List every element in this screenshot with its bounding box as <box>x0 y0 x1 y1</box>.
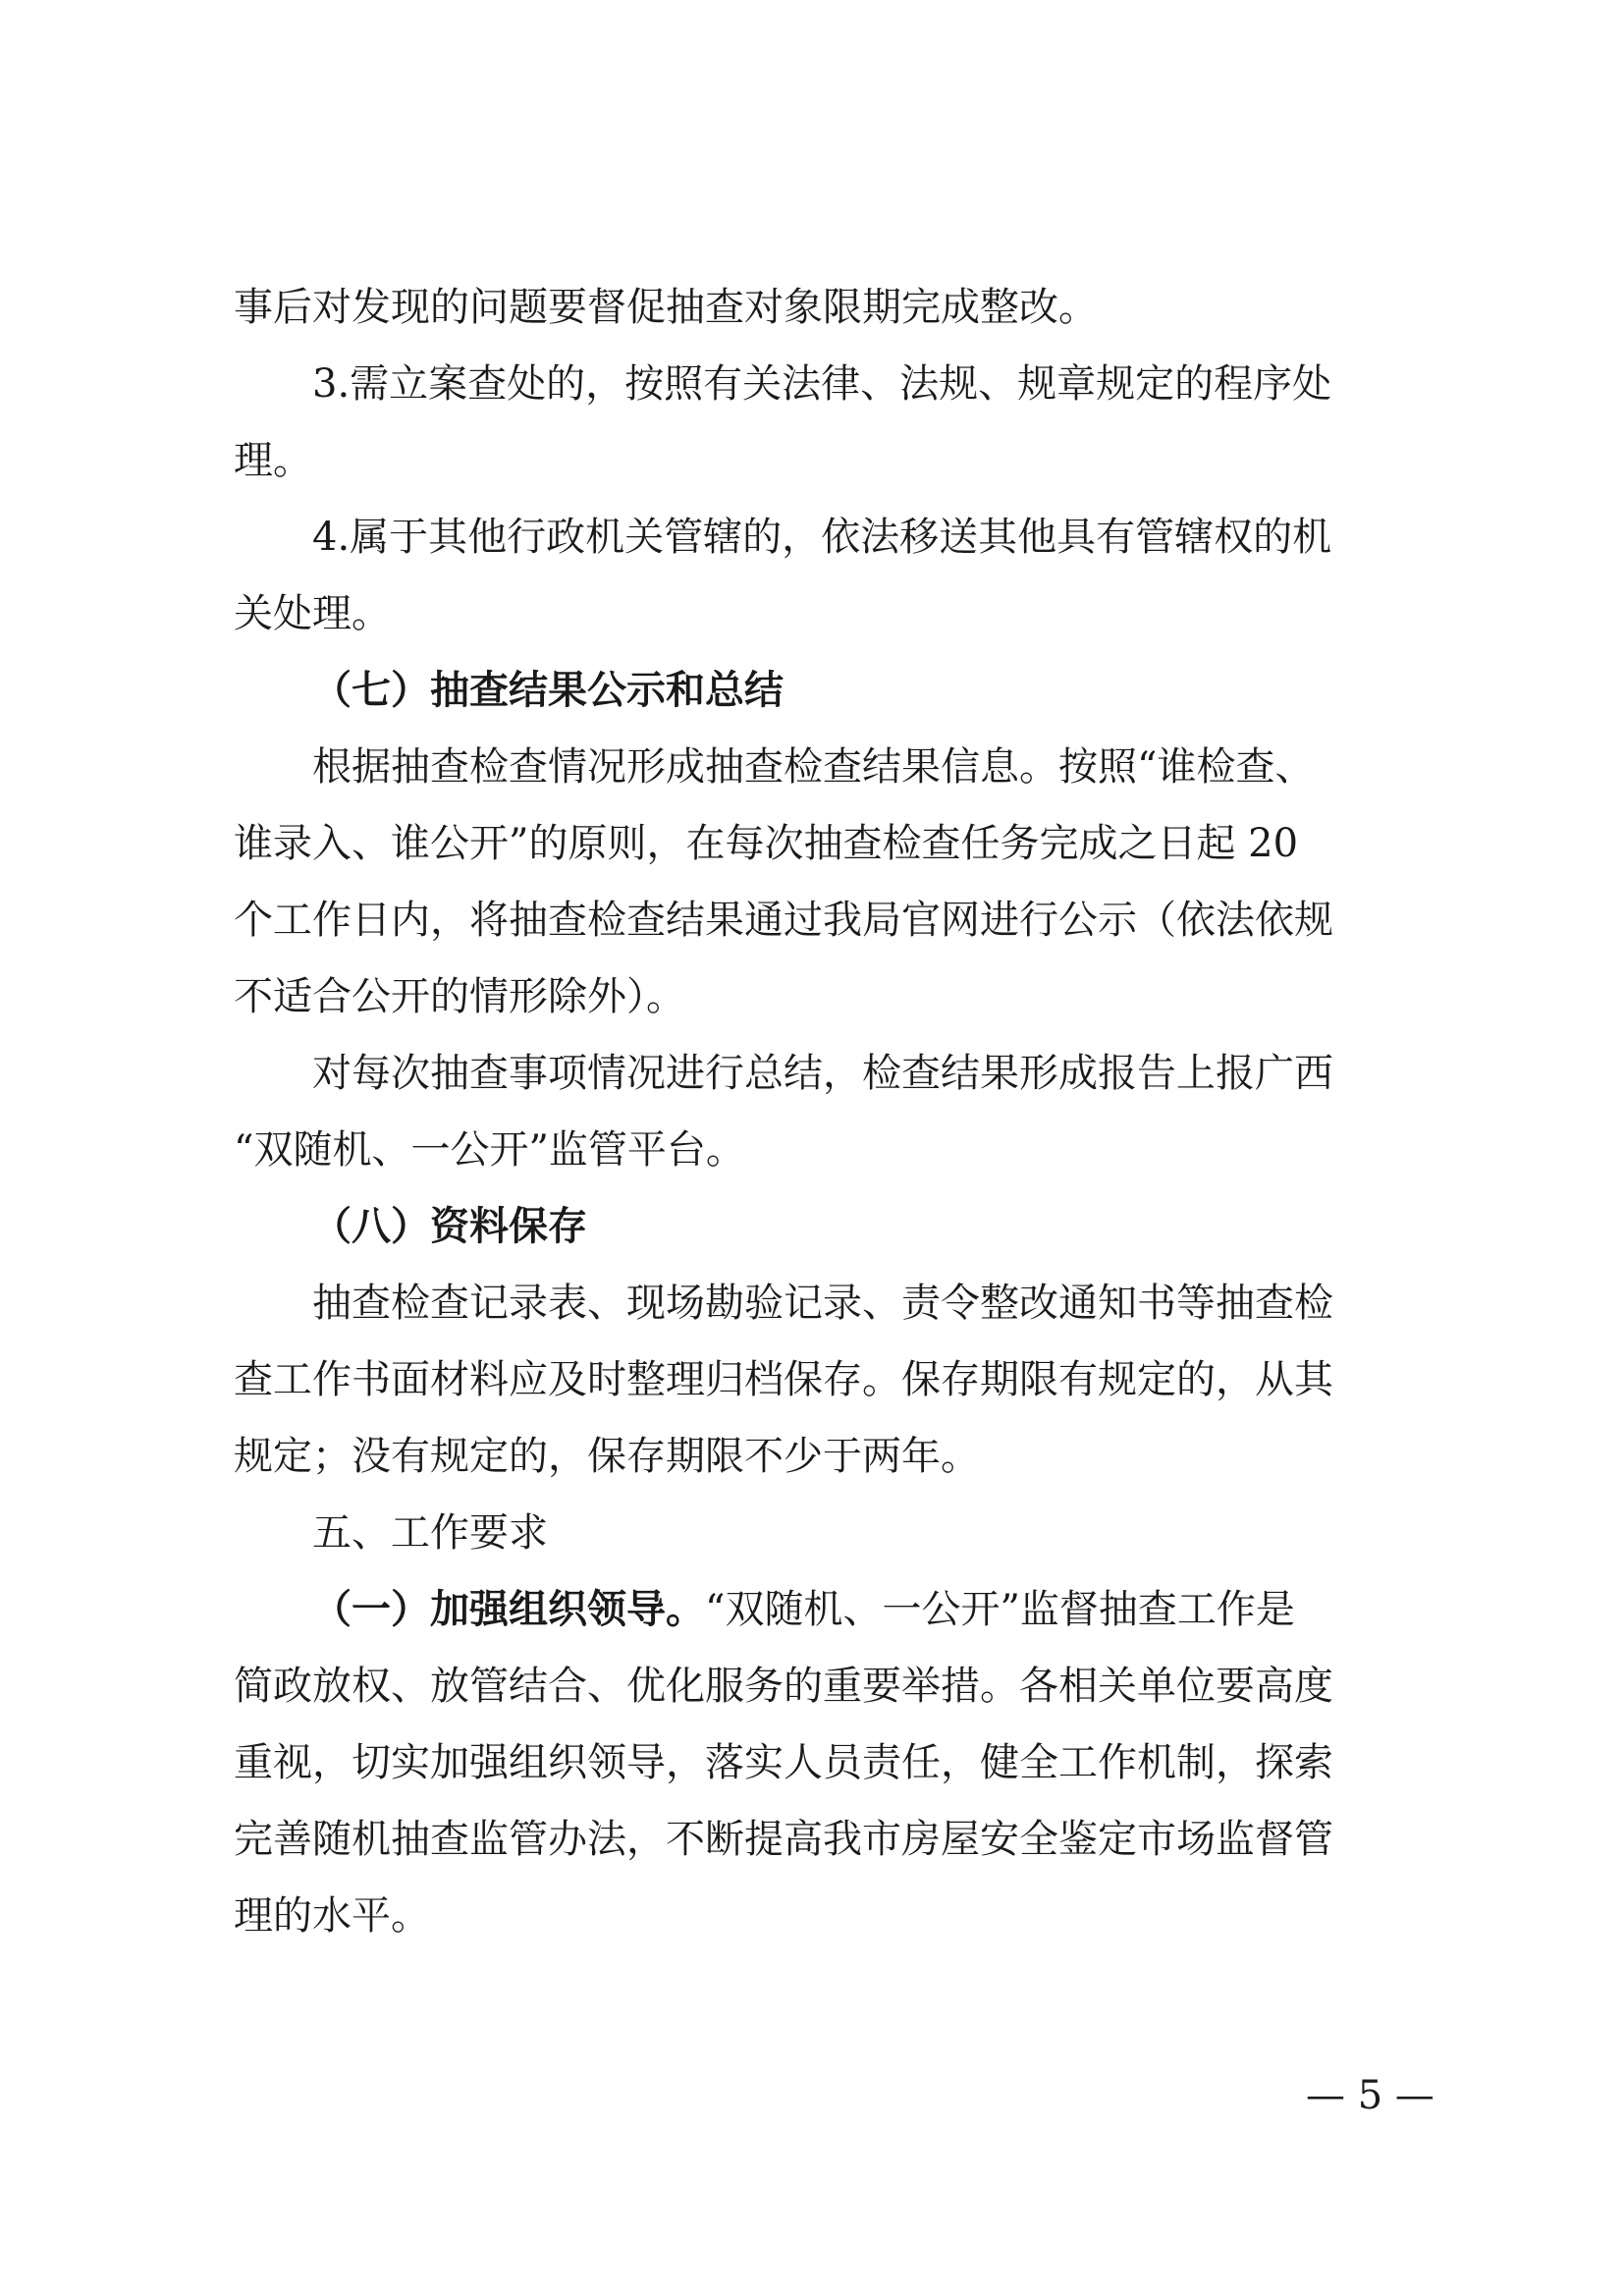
section-heading: （七）抽查结果公示和总结 <box>312 667 784 713</box>
section-heading: （八）资料保存 <box>312 1203 587 1249</box>
paragraph-line: 重视，切实加强组织领导，落实人员责任，健全工作机制，探索 <box>234 1740 1333 1785</box>
paragraph-line: 简政放权、放管结合、优化服务的重要举措。各相关单位要高度 <box>234 1664 1333 1709</box>
paragraph-line: 个工作日内，将抽查检查结果通过我局官网进行公示（依法依规 <box>234 898 1333 943</box>
paragraph-line: 查工作书面材料应及时整理归档保存。保存期限有规定的，从其 <box>234 1357 1333 1402</box>
paragraph-line: 事后对发现的问题要督促抽查对象限期完成整改。 <box>234 285 1098 330</box>
paragraph-line: “双随机、一公开”监管平台。 <box>234 1127 745 1173</box>
paragraph-line <box>234 1571 1430 1648</box>
paragraph-lead: （一）加强组织领导。 <box>312 1586 705 1632</box>
paragraph-line: 关处理。 <box>234 591 391 636</box>
paragraph-text: “双随机、一公开”监督抽查工作是 <box>705 1587 1295 1632</box>
document-body <box>234 269 1430 1954</box>
paragraph-line: 不适合公开的情形除外）。 <box>234 974 685 1019</box>
paragraph-line: 对每次抽查事项情况进行总结，检查结果形成报告上报广西 <box>312 1051 1333 1096</box>
paragraph-line: 3.需立案查处的，按照有关法律、法规、规章规定的程序处 <box>312 361 1332 407</box>
chapter-heading: 五、工作要求 <box>312 1510 548 1556</box>
page-number: — 5 — <box>1306 2073 1434 2118</box>
paragraph-line: 4.属于其他行政机关管辖的，依法移送其他具有管辖权的机 <box>312 515 1332 560</box>
paragraph-line: 完善随机抽查监管办法，不断提高我市房屋安全鉴定市场监督管 <box>234 1817 1333 1862</box>
paragraph-line: 理的水平。 <box>234 1893 430 1939</box>
paragraph-line: 根据抽查检查情况形成抽查检查结果信息。按照“谁检查、 <box>312 744 1315 790</box>
paragraph-line: 谁录入、谁公开”的原则，在每次抽查检查任务完成之日起 20 <box>234 821 1299 866</box>
paragraph-line: 抽查检查记录表、现场勘验记录、责令整改通知书等抽查检 <box>312 1281 1333 1326</box>
paragraph-line: 规定；没有规定的，保存期限不少于两年。 <box>234 1434 980 1479</box>
paragraph-line: 理。 <box>234 438 312 483</box>
